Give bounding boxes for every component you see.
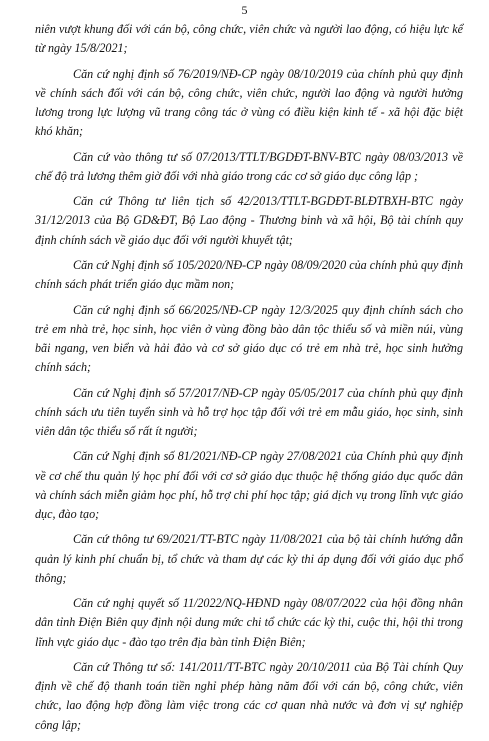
paragraph-decree-81-2021: Căn cứ Nghị định số 81/2021/NĐ-CP ngày 27/08/2021 của Chính phủ quy định về cơ chế thu quản lý học phí đối với cơ sở giáo dục thuộc hệ thống giáo dục quốc dân và chính sách miễn giảm học phí, hỗ trợ chi phí học tập; giá dịch vụ trong lĩnh vực giáo dục, đào tạo; xyxy=(35,449,463,521)
paragraph-decree-57-2017: Căn cứ Nghị định số 57/2017/NĐ-CP ngày 05/05/2017 của chính phủ quy định chính sách ưu tiên tuyển sinh và hỗ trợ học tập đối với trẻ em mẫu giáo, học sinh, sinh viên dân tộc thiểu số rất ít người; xyxy=(35,385,463,438)
paragraph-circular-141-2011: Căn cứ Thông tư số: 141/2011/TT-BTC ngày 20/10/2011 của Bộ Tài chính Quy định về chế độ thanh toán tiền nghỉ phép hàng năm đối với cán bộ, công chức, viên chức, lao động hợp đồng làm việc trong các cơ quan nhà nước và đơn vị sự nghiệp công lập; xyxy=(35,659,463,732)
paragraph-decree-66-2025: Căn cứ nghị định số 66/2025/NĐ-CP ngày 12/3/2025 quy định chính sách cho trẻ em nhà trẻ, học sinh, học viên ở vùng đồng bào dân tộc thiểu số và miền núi, vùng bãi ngang, ven biển và hải đảo và cơ sở giáo dục có trẻ em nhà trẻ, học sinh hưởng chính sách; xyxy=(35,302,463,375)
paragraph-circular-69-2021: Căn cứ thông tư 69/2021/TT-BTC ngày 11/08/2021 của bộ tài chính hướng dẫn quản lý kinh phí chuẩn bị, tổ chức và tham dự các kỳ thi áp dụng đối với giáo dục phổ thông; xyxy=(35,532,463,585)
paragraph-continuation: niên vượt khung đối với cán bộ, công chức, viên chức và người lao động, có hiệu lực kể từ ngày 15/8/2021; xyxy=(35,22,463,56)
paragraph-decree-76-2019: Căn cứ nghị định số 76/2019/NĐ-CP ngày 08/10/2019 của chính phủ quy định về chính sách đối với cán bộ, công chức, viên chức, người lao động và người hưởng lương trong lực lượng vũ trang công tác ở vùng có điều kiện kinh tế - xã hội đặc biệt khó khăn; xyxy=(35,66,463,139)
page-number: 5 xyxy=(241,3,248,17)
document-body xyxy=(35,20,463,741)
paragraph-circular-42-2013: Căn cứ Thông tư liên tịch số 42/2013/TTLT-BGDĐT-BLĐTBXH-BTC ngày 31/12/2013 của Bộ GD&ĐT, Bộ Lao động - Thương binh và xã hội, Bộ tài chính quy định chính sách về giáo dục đối với người khuyết tật; xyxy=(35,194,463,247)
paragraph-resolution-11-2022: Căn cứ nghị quyết số 11/2022/NQ-HĐND ngày 08/07/2022 của hội đồng nhân dân tỉnh Điện Biên quy định nội dung mức chi tổ chức các kỳ thi, cuộc thi, hội thi trong lĩnh vực giáo dục - đào tạo trên địa bàn tỉnh Điện Biên; xyxy=(35,596,463,649)
paragraph-circular-07-2013: Căn cứ vào thông tư số 07/2013/TTLT/BGDĐT-BNV-BTC ngày 08/03/2013 về chế độ trả lương thêm giờ đối với nhà giáo trong các cơ sở giáo dục công lập ; xyxy=(35,149,463,183)
paragraph-decree-105-2020: Căn cứ Nghị định số 105/2020/NĐ-CP ngày 08/09/2020 của chính phủ quy định chính sách phát triển giáo dục mầm non; xyxy=(35,257,463,292)
